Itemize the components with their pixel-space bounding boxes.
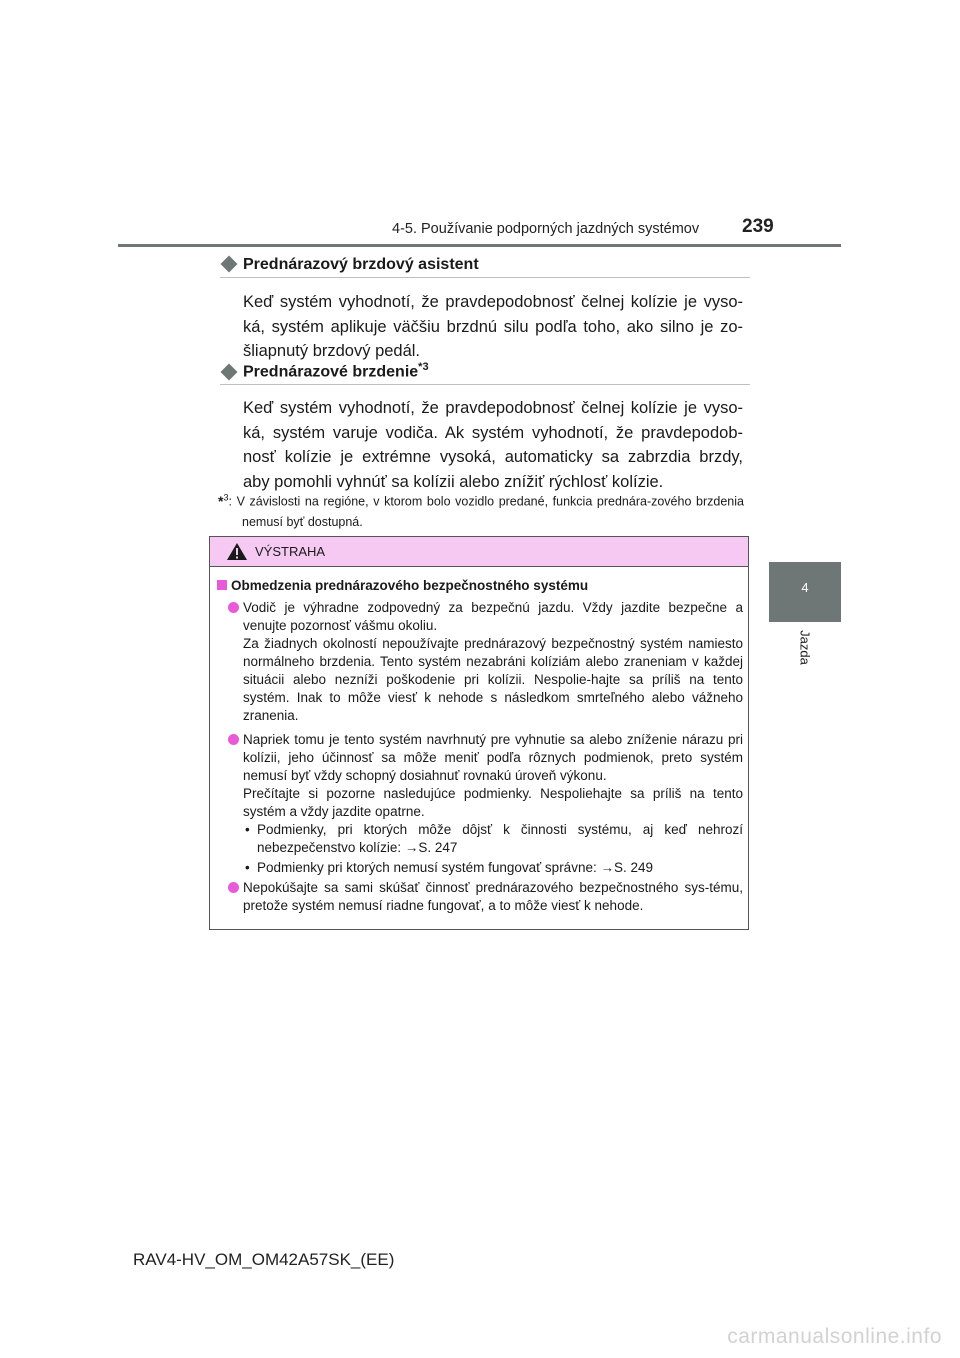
warning-bullet: Napriek tomu je tento systém navrhnutý pre vyhnutie sa alebo zníženie nárazu pri kolízii, jeho účinnosť sa môže meniť podľa rôznych podmienok, preto systém nemusí byť vždy schopný dosiahnuť rovnakú úroveň výkonu. Prečítajte si pozorne nasledujúce podmienky. Nespoliehajte sa príliš na tento systém a vždy jazdite opatrne. xyxy=(243,731,743,821)
subsection-rule xyxy=(220,384,750,385)
subsection-title-pre-collision-braking: Prednárazové brzdenie$^{*3}$ xyxy=(220,361,750,381)
square-bullet-icon xyxy=(217,580,227,590)
bullet-dot-icon xyxy=(228,734,239,745)
footnote: *$^3$: V závislosti na regióne, v ktorom bolo vozidlo predané, funkcia prednára-zového brzdenia nemusí byť dostupná. xyxy=(218,492,744,529)
header-rule xyxy=(118,244,841,247)
warning-title: VÝSTRAHA xyxy=(255,544,326,559)
chapter-label: Jazda xyxy=(797,630,813,665)
warning-box xyxy=(209,536,749,930)
warning-sub-bullet: • Podmienky, pri ktorých môže dôjsť k činnosti systému, aj keď nehrozí nebezpečenstvo kolízie: →S. 247 xyxy=(245,822,743,855)
bullet-dot-icon xyxy=(228,602,239,613)
watermark: carmanualsonline.info xyxy=(727,1325,942,1348)
paragraph-pre-collision-braking: Keď systém vyhodnotí, že pravdepodobnosť čelnej kolízie je vyso- ká, systém varuje vodiča. Ak systém vyhodnotí, že pravdepodob- nosť kolízie je extrémne vysoká, automaticky sa zabrzdia brzdy, aby pomohli vyhnúť sa kolízii alebo znížiť rýchlosť kolízie. xyxy=(243,399,743,491)
page-number: 239 xyxy=(742,216,774,237)
warning-triangle-icon xyxy=(226,542,248,561)
warning-bullet: Nepokúšajte sa sami skúšať činnosť prednárazového bezpečnostného sys-tému, pretože systém nemusí riadne fungovať, a to môže viesť k nehode. xyxy=(243,879,743,915)
document-id: RAV4-HV_OM_OM42A57SK_(EE) xyxy=(133,1250,395,1269)
warning-heading: Obmedzenia prednárazového bezpečnostného systému xyxy=(217,577,588,595)
section-header: 4-5. Používanie podporných jazdných systémov xyxy=(392,221,700,237)
chapter-number: 4 xyxy=(801,580,809,595)
paragraph-brake-assist: Keď systém vyhodnotí, že pravdepodobnosť čelnej kolízie je vyso- ká, systém aplikuje väčšiu brzdnú silu podľa toho, ako silno je zo- šliapnutý brzdový pedál. xyxy=(243,293,743,360)
diamond-icon xyxy=(221,256,238,273)
warning-header xyxy=(210,537,748,567)
subsection-title-brake-assist: Prednárazový brzdový asistent xyxy=(220,256,750,274)
chapter-tab xyxy=(769,562,841,622)
bullet-dot-icon xyxy=(228,882,239,893)
diamond-icon xyxy=(221,363,238,380)
warning-sub-bullet: • Podmienky pri ktorých nemusí systém fungovať správne: →S. 249 xyxy=(245,860,653,875)
subsection-rule xyxy=(220,277,750,278)
warning-bullet: Vodič je výhradne zodpovedný za bezpečnú jazdu. Vždy jazdite bezpečne a venujte pozornosť vášmu okoliu. Za žiadnych okolností nepoužívajte prednárazový bezpečnostný systém namiesto normálneho brzdenia. Tento systém nezabráni kolíziám alebo zraneniam v každej situácii alebo nezníži poškodenie pri kolízii. Nespolie-hajte sa príliš na tento systém. Inak to môže viesť k nehode s následkom smrteľného alebo vážneho zranenia. xyxy=(243,599,743,725)
